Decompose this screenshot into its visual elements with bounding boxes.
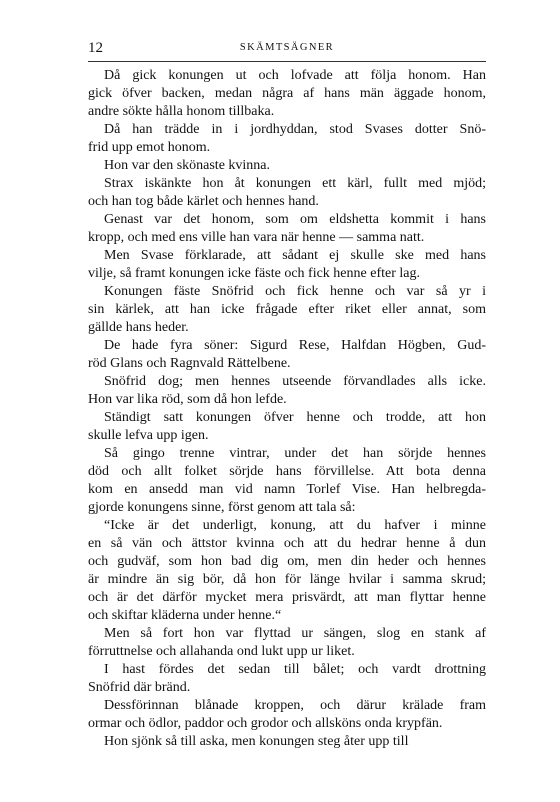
text-line: är mindre än sig bör, då hon för länge hvilar i samma skrud; [88,572,486,587]
text-line: De hade fyra söner: Sigurd Rese, Halfdan Högben, Gud- [104,338,486,353]
text-line: andre sökte hålla honom tillbaka. [88,104,275,119]
text-line: och skiftar kläderna under henne.“ [88,608,282,623]
text-line: Då han trädde in i jordhyddan, stod Svases dotter Snö- [104,122,486,137]
text-line: förruttnelse och allahanda ond lukt upp ur liket. [88,644,355,659]
paragraph [88,409,486,445]
text-line: gick öfver backen, medan några af hans män äggade honom, [88,86,486,101]
body-text [88,67,486,751]
text-line: gällde hans heder. [88,320,189,335]
text-line: “Icke är det underligt, konung, att du hafver i minne [104,518,486,533]
text-line: Snöfrid dog; men hennes utseende förvandlades alls icke. [104,374,486,389]
text-line: Ständigt satt konungen öfver henne och trodde, att hon [104,410,486,425]
paragraph [88,67,486,121]
text-line: en så vän och ättstor kvinna och att du hedrar henne å dun [88,536,486,551]
text-line: Så gingo trenne vintrar, under det han sörjde hennes [104,446,486,461]
text-line: Strax iskänkte hon åt konungen ett kärl, fullt med mjöd; [104,176,486,191]
text-line: Då gick konungen ut och lofvade att följa honom. Han [104,68,486,83]
paragraph [88,175,486,211]
page-number: 12 [88,40,103,56]
text-line: skulle lefva upp igen. [88,428,209,443]
running-title: SKÄMTSÄGNER [239,42,335,53]
text-line: död och allt folket sörjde hans förvillelse. Att bota denna [88,464,486,479]
text-line: och gudväf, som hon bad dig om, men din heder och hennes [88,554,486,569]
text-line: Snöfrid där bränd. [88,680,191,695]
text-line: och är det därför mycket mera prisvärdt, att man flyttar henne [88,590,486,605]
paragraph [88,445,486,517]
paragraph [88,697,486,733]
text-line: gjorde konungens sinne, först genom att tala så: [88,500,356,515]
paragraph [88,283,486,337]
text-line: röd Glans och Ragnvald Rättelbene. [88,356,291,371]
text-line: Men så fort hon var flyttad ur sängen, slog en stank af [104,626,486,641]
text-line: I hast fördes det sedan till bålet; och vardt drottning [104,662,486,677]
text-line: kom en ansedd man vid namn Torlef Vise. Han helbregda- [88,482,486,497]
text-line: Dessförinnan blånade kroppen, och därur krälade fram [104,698,486,713]
header-rule [88,61,486,62]
text-line: Hon sjönk så till aska, men konungen steg åter upp till [104,734,409,749]
text-line: Men Svase förklarade, att sådant ej skulle ske med hans [104,248,486,263]
text-line: Hon var lika röd, som då hon lefde. [88,392,287,407]
paragraph [88,247,486,283]
paragraph [88,121,486,157]
paragraph [88,157,486,175]
text-line: vilje, så framt konungen icke fäste och fick henne efter lag. [88,266,420,281]
page-header [88,39,486,57]
paragraph [88,625,486,661]
paragraph [88,517,486,625]
text-line: Konungen fäste Snöfrid och fick henne och var så yr i [104,284,486,299]
text-line: och han tog både kärlet och hennes hand. [88,194,319,209]
paragraph [88,733,486,751]
paragraph [88,337,486,373]
paragraph [88,211,486,247]
paragraph [88,373,486,409]
text-line: Genast var det honom, som om eldshetta kommit i hans [104,212,486,227]
text-line: ormar och ödlor, paddor och grodor och allsköns onda krypfän. [88,716,443,731]
text-line: kropp, och med ens ville han vara när henne — samma natt. [88,230,425,245]
text-line: sin kärlek, att han icke frågade efter riket eller annat, som [88,302,486,317]
text-line: Hon var den skönaste kvinna. [104,158,271,173]
paragraph [88,661,486,697]
text-line: frid upp emot honom. [88,140,211,155]
